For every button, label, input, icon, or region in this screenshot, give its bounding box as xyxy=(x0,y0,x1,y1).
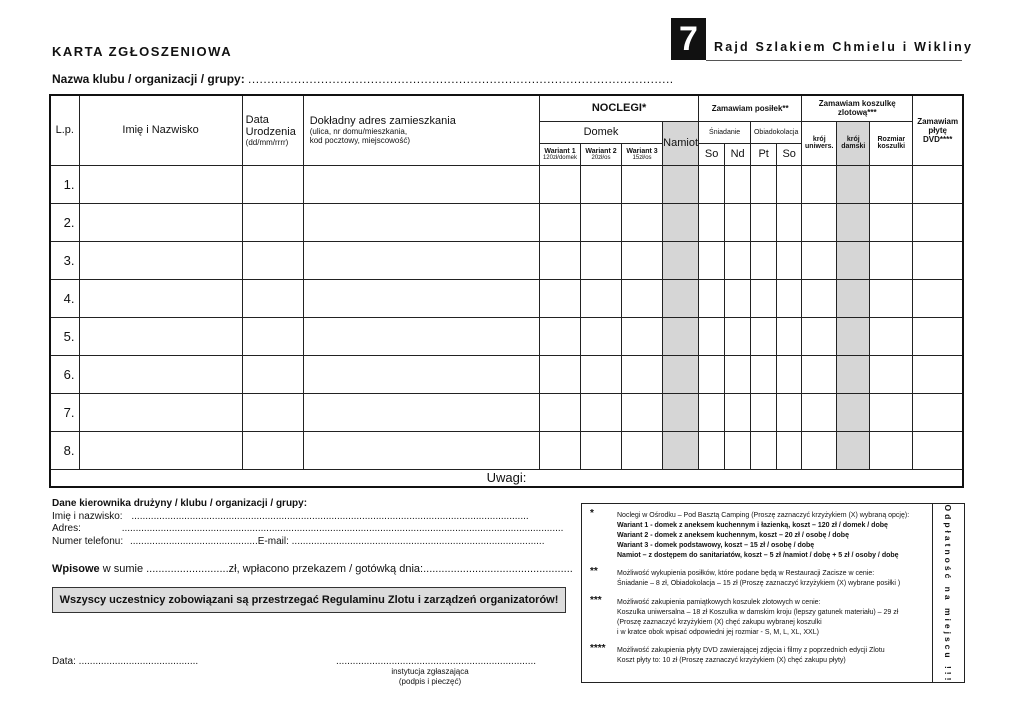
table-cell[interactable] xyxy=(913,241,963,279)
note-2-line-2: Śniadanie – 8 zł, Obiadokolacja – 15 zł (Proszę zaznaczyć krzyżykiem (X) wybrane posiłki ) xyxy=(617,580,901,587)
table-cell[interactable] xyxy=(870,203,913,241)
header-dvd-2: płytę xyxy=(928,125,947,135)
table-cell[interactable] xyxy=(751,241,777,279)
table-cell[interactable] xyxy=(777,203,802,241)
table-cell[interactable] xyxy=(242,355,303,393)
table-cell[interactable] xyxy=(79,165,242,203)
table-cell[interactable] xyxy=(802,203,837,241)
table-cell[interactable] xyxy=(725,203,751,241)
table-cell[interactable] xyxy=(699,317,725,355)
institution-label-2: (podpis i pieczęć) xyxy=(398,677,462,686)
table-cell[interactable] xyxy=(622,317,663,355)
table-row xyxy=(50,431,963,469)
table-cell[interactable] xyxy=(622,241,663,279)
regulamin-notice: Wszyscy uczestnicy zobowiązani są przestrzegać Regulaminu Zlotu i zarządzeń organizatorów! xyxy=(52,587,566,613)
row-number: 8. xyxy=(50,431,79,469)
table-cell[interactable] xyxy=(539,355,580,393)
table-row xyxy=(50,203,963,241)
table-cell[interactable] xyxy=(837,355,870,393)
table-cell[interactable] xyxy=(777,393,802,431)
table-cell[interactable] xyxy=(725,317,751,355)
note-4-line-2: Koszt płyty to: 10 zł (Proszę zaznaczyć krzyżykiem (X) chęć zakupu płyty) xyxy=(617,657,846,664)
table-cell[interactable] xyxy=(663,431,699,469)
table-cell[interactable] xyxy=(913,279,963,317)
table-cell[interactable] xyxy=(725,355,751,393)
event-name: Rajd Szlakiem Chmielu i Wikliny xyxy=(714,40,974,54)
leader-name-field[interactable] xyxy=(52,511,563,524)
row-number: 1. xyxy=(50,165,79,203)
payment-on-site-text: Odpłatność na miejscu !!! xyxy=(943,504,953,684)
table-cell[interactable] xyxy=(802,241,837,279)
table-cell[interactable] xyxy=(580,203,621,241)
header-kroj-dam-1: krój xyxy=(846,136,860,143)
header-wariant1 xyxy=(539,143,580,165)
header-address-3: kod pocztowy, miejscowość) xyxy=(309,136,411,146)
row-number: 4. xyxy=(50,279,79,317)
table-cell[interactable] xyxy=(303,317,539,355)
header-kroj-uni-1: krój xyxy=(812,136,826,143)
row-number: 2. xyxy=(50,203,79,241)
note-2-text xyxy=(617,569,933,589)
note-2-line-1: Możliwość wykupienia posiłków, które podane będą w Restauracji Zacisze w cenie: xyxy=(617,570,875,577)
table-cell[interactable] xyxy=(79,431,242,469)
date-field[interactable]: Data: ........................................... xyxy=(52,656,199,667)
table-cell[interactable] xyxy=(663,279,699,317)
table-cell[interactable] xyxy=(303,241,539,279)
header-noclegi: NOCLEGI* xyxy=(539,95,698,121)
wpisowe-text: w sumie ...........................zł, wpłacono przekazem / gotówką dnia:................................................. xyxy=(99,563,573,575)
table-cell[interactable] xyxy=(802,317,837,355)
table-cell[interactable] xyxy=(622,431,663,469)
table-cell[interactable] xyxy=(837,241,870,279)
table-cell[interactable] xyxy=(622,355,663,393)
note-1-line-2: Wariant 1 - domek z aneksem kuchennym i łazienką, koszt – 120 zł / domek / dobę xyxy=(617,522,888,529)
leader-phone-label: Numer telefonu: xyxy=(52,535,124,547)
table-cell[interactable] xyxy=(870,431,913,469)
leader-email-dots: ........................................................................................... xyxy=(291,535,545,547)
header-namiot: Namiot xyxy=(663,121,699,165)
institution-label-1: instytucja zgłaszająca xyxy=(391,667,469,676)
header-wariant2-label: Wariant 2 xyxy=(585,147,617,155)
event-underline xyxy=(706,60,962,61)
table-cell[interactable] xyxy=(79,279,242,317)
table-cell[interactable] xyxy=(580,165,621,203)
table-cell[interactable] xyxy=(725,241,751,279)
header-wariant3-price: 15zł/os xyxy=(632,154,652,161)
table-cell[interactable] xyxy=(242,393,303,431)
club-name-field[interactable] xyxy=(52,72,674,86)
header-birth-2: Urodzenia xyxy=(245,125,296,138)
header-posilek: Zamawiam posiłek** xyxy=(699,95,802,121)
table-cell[interactable] xyxy=(870,355,913,393)
table-cell[interactable] xyxy=(802,355,837,393)
table-cell[interactable] xyxy=(699,279,725,317)
table-cell[interactable] xyxy=(580,279,621,317)
table-cell[interactable] xyxy=(725,431,751,469)
note-1-line-1: Noclegi w Ośrodku – Pod Basztą Camping (Proszę zaznaczyć krzyżykiem (X) wybraną opcję): xyxy=(617,512,910,519)
table-cell[interactable] xyxy=(699,393,725,431)
footnotes-content xyxy=(582,504,933,682)
table-cell[interactable] xyxy=(837,203,870,241)
table-row xyxy=(50,317,963,355)
note-1-text xyxy=(617,511,933,561)
club-name-dots: ............................................................................................................... xyxy=(248,72,674,86)
table-cell[interactable] xyxy=(303,393,539,431)
note-3-line-1: Możliwość zakupienia pamiątkowych koszulek zlotowych w cenie: xyxy=(617,599,821,606)
table-cell[interactable] xyxy=(580,431,621,469)
table-cell[interactable] xyxy=(913,431,963,469)
table-cell[interactable] xyxy=(699,203,725,241)
table-cell[interactable] xyxy=(539,393,580,431)
table-cell[interactable] xyxy=(622,203,663,241)
note-4-star: **** xyxy=(590,643,606,654)
header-dvd-1: Zamawiam xyxy=(917,116,959,126)
footnotes-box xyxy=(581,503,965,683)
row-number: 3. xyxy=(50,241,79,279)
table-cell[interactable] xyxy=(699,431,725,469)
note-1-line-3: Wariant 2 - domek z aneksem kuchennym, koszt – 20 zł / osobę / dobę xyxy=(617,532,849,539)
header-birth xyxy=(242,95,303,165)
table-cell[interactable] xyxy=(663,317,699,355)
leader-heading: Dane kierownika drużyny / klubu / organizacji / grupy: xyxy=(52,498,308,509)
table-cell[interactable] xyxy=(913,393,963,431)
table-cell[interactable] xyxy=(539,279,580,317)
header-day-4: So xyxy=(777,143,802,165)
header-wariant1-label: Wariant 1 xyxy=(544,147,576,155)
header-dvd xyxy=(913,95,963,165)
table-cell[interactable] xyxy=(242,317,303,355)
table-cell[interactable] xyxy=(242,203,303,241)
table-cell[interactable] xyxy=(242,165,303,203)
table-cell[interactable] xyxy=(751,279,777,317)
table-cell[interactable] xyxy=(699,165,725,203)
header-kroj-dam-2: damski xyxy=(841,143,866,150)
table-cell[interactable] xyxy=(580,393,621,431)
leader-phone-field[interactable] xyxy=(52,536,563,549)
header-kroj-uni xyxy=(802,121,837,165)
table-cell[interactable] xyxy=(303,203,539,241)
header-rozmiar xyxy=(870,121,913,165)
table-cell[interactable] xyxy=(622,165,663,203)
table-row xyxy=(50,241,963,279)
leader-address-label: Adres: xyxy=(52,523,81,534)
leader-address-dots: ............................................................................................................................................................... xyxy=(121,523,564,534)
form-title: KARTA ZGŁOSZENIOWA xyxy=(52,44,233,59)
table-row xyxy=(50,393,963,431)
table-cell[interactable] xyxy=(777,241,802,279)
table-cell[interactable] xyxy=(79,203,242,241)
table-cell[interactable] xyxy=(870,317,913,355)
note-1-star: * xyxy=(590,508,594,519)
table-cell[interactable] xyxy=(303,431,539,469)
table-cell[interactable] xyxy=(751,431,777,469)
note-3-star: *** xyxy=(590,595,602,606)
leader-address-field[interactable] xyxy=(52,523,563,536)
table-cell[interactable] xyxy=(913,355,963,393)
uwagi-label[interactable]: Uwagi: xyxy=(50,469,963,487)
table-cell[interactable] xyxy=(870,279,913,317)
header-dvd-3: DVD**** xyxy=(922,134,953,144)
table-cell[interactable] xyxy=(303,279,539,317)
leader-name-label: Imię i nazwisko: xyxy=(52,510,123,522)
header-birth-3: (dd/mm/rrrr) xyxy=(245,137,289,147)
club-name-label: Nazwa klubu / organizacji / grupy: xyxy=(52,72,245,86)
table-row xyxy=(50,279,963,317)
table-cell[interactable] xyxy=(777,279,802,317)
table-cell[interactable] xyxy=(802,279,837,317)
header-koszulka: Zamawiam koszulkę zlotową*** xyxy=(802,95,913,121)
wpisowe-label: Wpisowe xyxy=(52,563,100,575)
table-cell[interactable] xyxy=(539,241,580,279)
table-cell[interactable] xyxy=(303,165,539,203)
payment-on-site-label xyxy=(938,504,958,684)
note-2-star: ** xyxy=(590,566,598,577)
table-row xyxy=(50,355,963,393)
table-cell[interactable] xyxy=(663,203,699,241)
table-cell[interactable] xyxy=(837,393,870,431)
table-cell[interactable] xyxy=(837,431,870,469)
table-cell[interactable] xyxy=(751,355,777,393)
header-wariant2 xyxy=(580,143,621,165)
institution-signature-label xyxy=(360,667,500,687)
note-3-line-2: Koszulka uniwersalna – 18 zł Koszulka w damskim kroju (lepszy gatunek materiału) – 29 zł xyxy=(617,609,899,616)
table-cell[interactable] xyxy=(622,279,663,317)
participant-rows xyxy=(50,165,963,469)
note-3-text xyxy=(617,598,933,638)
row-number: 6. xyxy=(50,355,79,393)
table-cell[interactable] xyxy=(802,431,837,469)
registration-table xyxy=(49,94,964,488)
header-address-1: Dokładny adres zamieszkania xyxy=(309,115,456,128)
table-cell[interactable] xyxy=(913,165,963,203)
header-address xyxy=(303,95,539,165)
header-lp: L.p. xyxy=(50,95,79,165)
table-cell[interactable] xyxy=(725,165,751,203)
wpisowe-line[interactable] xyxy=(52,563,573,575)
header-wariant2-price: 20zł/os xyxy=(591,154,611,161)
header-obiadokolacja: Obiadokolacja xyxy=(751,121,802,143)
table-cell[interactable] xyxy=(870,393,913,431)
note-3-line-3: (Proszę zaznaczyć krzyżykiem (X) chęć zakupu wybranej koszulki xyxy=(617,619,822,626)
header-domek: Domek xyxy=(539,121,662,143)
note-3-line-4: i w kratce obok wpisać odpowiedni jej rozmiar - S, M, L, XL, XXL) xyxy=(617,629,819,636)
leader-name-dots: ............................................................................................................................................... xyxy=(131,510,529,522)
table-cell[interactable] xyxy=(242,431,303,469)
table-cell[interactable] xyxy=(751,203,777,241)
header-wariant3 xyxy=(622,143,663,165)
table-cell[interactable] xyxy=(751,165,777,203)
header-rozmiar-1: Rozmiar xyxy=(877,136,906,143)
table-cell[interactable] xyxy=(870,241,913,279)
leader-email-label: E-mail: xyxy=(257,535,289,547)
leader-section xyxy=(52,498,563,548)
leader-phone-dots: .............................................. xyxy=(129,535,258,547)
table-cell[interactable] xyxy=(802,393,837,431)
table-cell[interactable] xyxy=(751,317,777,355)
table-cell[interactable] xyxy=(79,355,242,393)
table-cell[interactable] xyxy=(539,431,580,469)
header-day-1: So xyxy=(699,143,725,165)
table-cell[interactable] xyxy=(663,355,699,393)
table-cell[interactable] xyxy=(837,317,870,355)
table-cell[interactable] xyxy=(79,241,242,279)
table-cell[interactable] xyxy=(539,203,580,241)
table-cell[interactable] xyxy=(725,279,751,317)
table-cell[interactable] xyxy=(539,165,580,203)
table-cell[interactable] xyxy=(622,393,663,431)
institution-signature-dots[interactable]: ........................................................................ xyxy=(336,656,537,667)
table-cell[interactable] xyxy=(580,241,621,279)
header-sniadanie: Śniadanie xyxy=(699,121,751,143)
table-cell[interactable] xyxy=(870,165,913,203)
header-name: Imię i Nazwisko xyxy=(79,95,242,165)
row-number: 5. xyxy=(50,317,79,355)
header-rozmiar-2: koszulki xyxy=(877,143,906,150)
edition-number: 7 xyxy=(671,18,706,60)
table-cell[interactable] xyxy=(79,317,242,355)
table-cell[interactable] xyxy=(913,317,963,355)
table-cell[interactable] xyxy=(777,317,802,355)
table-cell[interactable] xyxy=(837,165,870,203)
table-cell[interactable] xyxy=(751,393,777,431)
note-4-line-1: Możliwość zakupienia płyty DVD zawierającej zdjęcia i filmy z poprzednich edycji Zlotu xyxy=(617,647,885,654)
header-kroj-dam xyxy=(837,121,870,165)
note-1-line-5: Namiot – z dostępem do sanitariatów, koszt – 5 zł /namiot / dobę + 5 zł / osoby / dobę xyxy=(617,552,899,559)
table-cell[interactable] xyxy=(837,279,870,317)
header-kroj-uni-2: uniwers. xyxy=(805,143,834,150)
header-wariant3-label: Wariant 3 xyxy=(626,147,658,155)
note-4-text xyxy=(617,646,933,666)
table-cell[interactable] xyxy=(699,241,725,279)
table-row xyxy=(50,165,963,203)
table-cell[interactable] xyxy=(699,355,725,393)
table-cell[interactable] xyxy=(303,355,539,393)
table-cell[interactable] xyxy=(539,317,580,355)
table-cell[interactable] xyxy=(242,241,303,279)
note-1-line-4: Wariant 3 - domek podstawowy, koszt – 15 zł / osobę / dobę xyxy=(617,542,815,549)
table-cell[interactable] xyxy=(777,355,802,393)
table-cell[interactable] xyxy=(580,317,621,355)
header-wariant1-price: 120zł/domek xyxy=(542,154,577,161)
table-cell[interactable] xyxy=(242,279,303,317)
table-cell[interactable] xyxy=(79,393,242,431)
row-number: 7. xyxy=(50,393,79,431)
header-address-2: (ulica, nr domu/mieszkania, xyxy=(309,127,408,137)
header-day-3: Pt xyxy=(751,143,777,165)
table-cell[interactable] xyxy=(913,203,963,241)
header-day-2: Nd xyxy=(725,143,751,165)
table-cell[interactable] xyxy=(802,165,837,203)
table-cell[interactable] xyxy=(663,393,699,431)
table-cell[interactable] xyxy=(663,165,699,203)
table-cell[interactable] xyxy=(580,355,621,393)
table-cell[interactable] xyxy=(777,431,802,469)
table-cell[interactable] xyxy=(777,165,802,203)
table-cell[interactable] xyxy=(663,241,699,279)
table-cell[interactable] xyxy=(725,393,751,431)
header-birth-1: Data xyxy=(245,113,269,126)
